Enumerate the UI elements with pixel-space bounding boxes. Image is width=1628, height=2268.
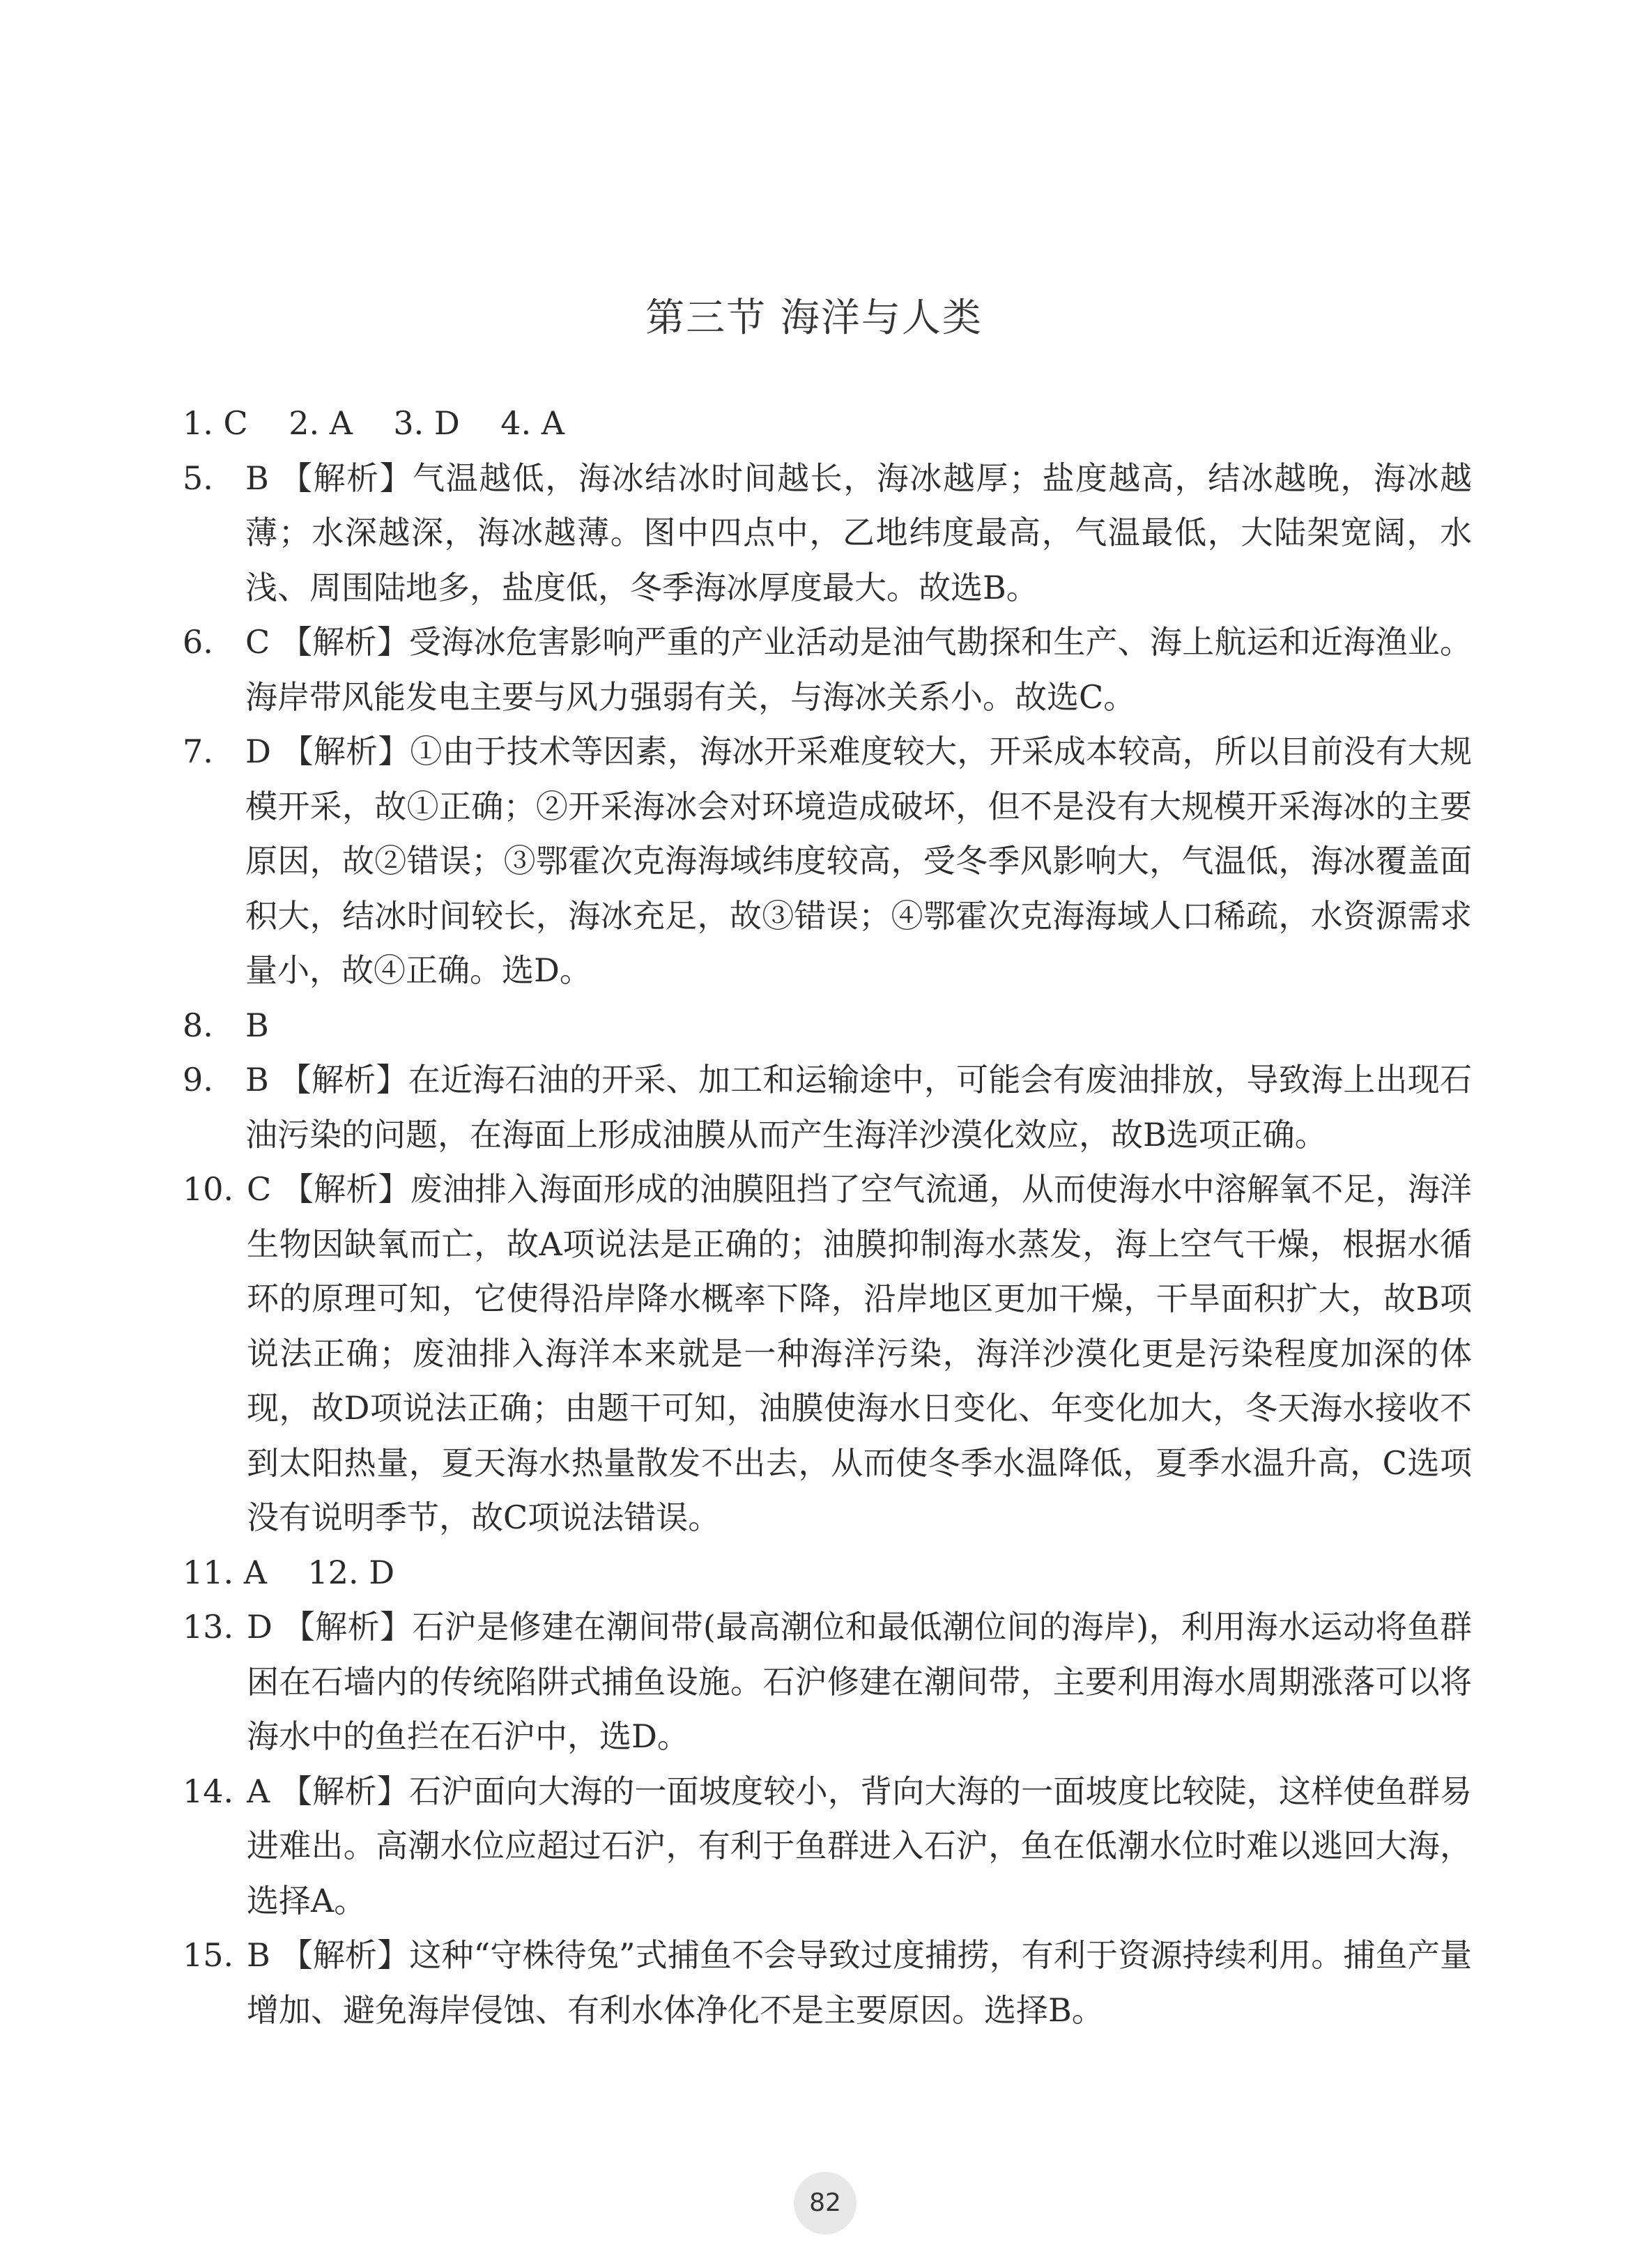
answer-number: 6. [183, 623, 213, 661]
answer-text: B 【解析】这种“守株待兔”式捕鱼不会导致过度捕捞，有利于资源持续利用。捕鱼产量增加、避免海岸侵蚀、有利水体净化不是主要原因。选择B。 [247, 1936, 1472, 2029]
answer-q6 [183, 615, 1472, 724]
section-title: 第三节 海洋与人类 [645, 296, 983, 341]
answer-q7 [183, 724, 1472, 998]
answer-q5 [183, 451, 1472, 615]
answer-text: A 【解析】石沪面向大海的一面坡度较小，背向大海的一面坡度比较陡，这样使鱼群易进难出。高潮水位应超过石沪，有利于鱼群进入石沪，鱼在低潮水位时难以逃回大海，选择A。 [247, 1772, 1472, 1920]
answer-text: 11. A 12. D [183, 1553, 395, 1591]
answer-list [183, 396, 1472, 2037]
answer-text: C 【解析】废油排入海面形成的油膜阻挡了空气流通，从而使海水中溶解氧不足，海洋生物因缺氧而亡，故A项说法是正确的；油膜抑制海水蒸发，海上空气干燥，根据水循环的原理可知，它使得沿岸降水概率下降，沿岸地区更加干燥，干旱面积扩大，故B项说法正确；废油排入海洋本来就是一种海洋污染，海洋沙漠化更是污染程度加深的体现，故D项说法正确；由题干可知，油膜使海水日变化、年变化加大，冬天海水接收不到太阳热量，夏天海水热量散发不出去，从而使冬季水温降低，夏季水温升高，C选项没有说明季节，故C项说法错误。 [247, 1170, 1472, 1536]
answer-q10 [183, 1162, 1472, 1545]
answer-text: B [245, 1006, 269, 1044]
answer-text: C 【解析】受海冰危害影响严重的产业活动是油气勘探和生产、海上航运和近海渔业。海岸带风能发电主要与风力强弱有关，与海冰关系小。故选C。 [245, 623, 1472, 716]
answer-q1-4 [183, 396, 1472, 451]
answer-number: 15. [183, 1936, 234, 1974]
answer-number: 9. [183, 1061, 213, 1098]
answer-q9 [183, 1052, 1472, 1162]
answer-q13 [183, 1600, 1472, 1764]
answer-text: B 【解析】在近海石油的开采、加工和运输途中，可能会有废油排放，导致海上出现石油污染的问题，在海面上形成油膜从而产生海洋沙漠化效应，故B选项正确。 [245, 1061, 1472, 1154]
answer-number: 8. [183, 1006, 213, 1044]
answer-text: D 【解析】①由于技术等因素，海冰开采难度较大，开采成本较高，所以目前没有大规模开采，故①正确；②开采海冰会对环境造成破坏，但不是没有大规模开采海冰的主要原因，故②错误；③鄂霍次克海海域纬度较高，受冬季风影响大，气温低，海冰覆盖面积大，结冰时间较长，海冰充足，故③错误；④鄂霍次克海海域人口稀疏，水资源需求量小，故④正确。选D。 [245, 733, 1472, 989]
answer-q11-12 [183, 1545, 1472, 1600]
page-number: 82 [794, 2172, 857, 2235]
answer-q14 [183, 1764, 1472, 1929]
answer-text: 1. C 2. A 3. D 4. A [183, 404, 565, 442]
answer-number: 14. [183, 1772, 234, 1810]
answer-number: 13. [183, 1608, 234, 1646]
answer-q8 [183, 998, 1472, 1053]
answer-text: B 【解析】气温越低，海冰结冰时间越长，海冰越厚；盐度越高，结冰越晚，海冰越薄；水深越深，海冰越薄。图中四点中，乙地纬度最高，气温最低，大陆架宽阔，水浅、周围陆地多，盐度低，冬季海冰厚度最大。故选B。 [245, 459, 1472, 606]
answer-number: 5. [183, 459, 213, 497]
answer-number: 7. [183, 733, 213, 770]
answer-number: 10. [183, 1170, 234, 1208]
answer-text: D 【解析】石沪是修建在潮间带(最高潮位和最低潮位间的海岸)，利用海水运动将鱼群困在石墙内的传统陷阱式捕鱼设施。石沪修建在潮间带，主要利用海水周期涨落可以将海水中的鱼拦在石沪中，选D。 [247, 1608, 1472, 1755]
answer-q15 [183, 1928, 1472, 2037]
